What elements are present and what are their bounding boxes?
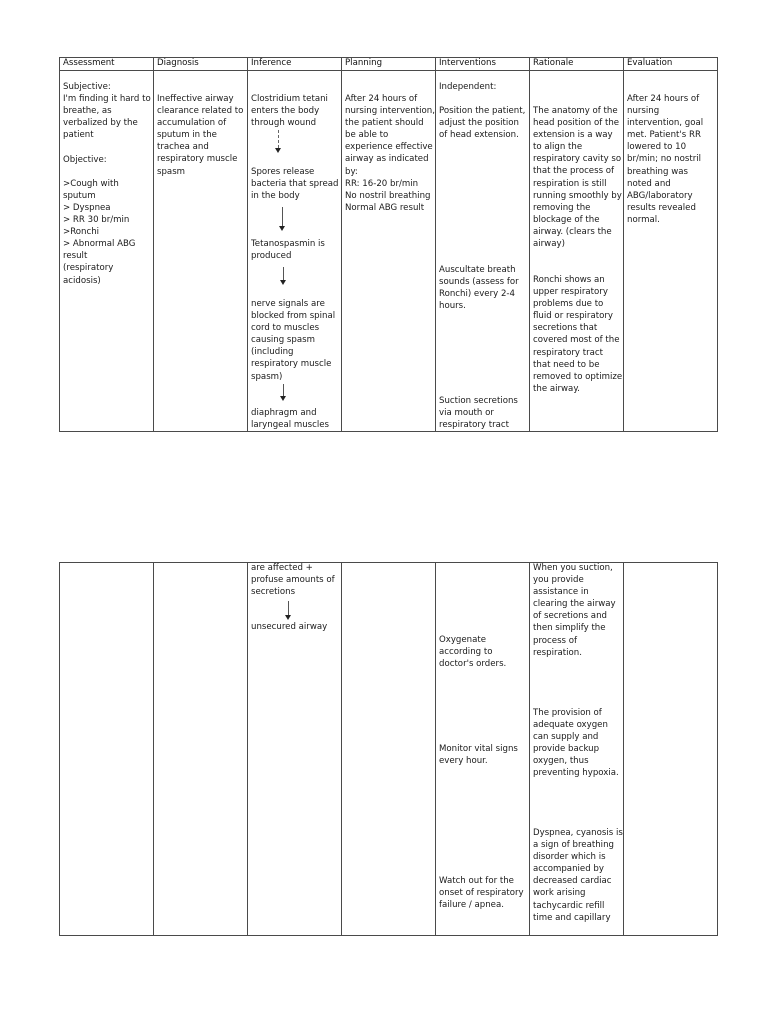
interventions-label: Independent: [439,82,497,92]
intervention-item: Watch out for the onset of respiratory failure / apnea. [439,876,524,911]
table2-col-border [153,562,154,936]
header-assessment: Assessment [63,58,115,68]
flow-arrow-icon [274,130,284,154]
table1-col-border [153,57,154,432]
table1-col-border [623,57,624,432]
intervention-item: Auscultate breath sounds (assess for Ronchi) every 2-4 hours. [439,265,519,312]
rationale-item: When you suction, you provide assistance in clearing the airway of secretions and then simplify the process of respiration. [533,563,616,658]
flow-arrow-icon [279,384,289,402]
planning-cell: After 24 hours of nursing intervention, the patient should be able to experience effective airway as indicated by: RR: 16-20 br/min No nostril breathing Normal ABG result [345,94,435,213]
table1-col-border [341,57,342,432]
table2-col-border [623,562,624,936]
rationale-item: Ronchi shows an upper respiratory problems due to fluid or respiratory secretions that covered most of the respiratory tract that need to be removed to optimize the airway. [533,275,623,394]
header-interventions: Interventions [439,58,496,68]
inference-step: are affected + profuse amounts of secretions [251,563,335,598]
header-diagnosis: Diagnosis [157,58,199,68]
table1-col-border [717,57,718,432]
table2-col-border [717,562,718,936]
table2-col-border [529,562,530,936]
table1-col-border [59,57,60,432]
flow-arrow-icon [284,601,294,621]
table1-bottom-border [59,431,718,432]
table2-col-border [59,562,60,936]
intervention-item: Oxygenate according to doctor's orders. [439,635,507,670]
table2-bottom-border [59,935,718,936]
inference-step: unsecured airway [251,622,328,632]
header-evaluation: Evaluation [627,58,673,68]
table2-col-border [247,562,248,936]
intervention-item: Position the patient, adjust the position of head extension. [439,106,526,141]
diagnosis-cell: Ineffective airway clearance related to accumulation of sputum in the trachea and respiratory muscle spasm [157,94,244,177]
flow-arrow-icon [278,207,288,232]
inference-step: diaphragm and laryngeal muscles [251,408,330,431]
header-inference: Inference [251,58,292,68]
intervention-item: Suction secretions via mouth or respiratory tract [439,396,518,431]
inference-step: Spores release bacteria that spread in the body [251,167,339,202]
table1-col-border [529,57,530,432]
assessment-cell: Subjective: I'm finding it hard to breathe, as verbalized by the patient Objective: >Cough with sputum > Dyspnea > RR 30 br/min >Ronchi > Abnormal ABG result (respiratory acidosis) [63,82,151,286]
inference-step: nerve signals are blocked from spinal cord to muscles causing spasm (including respiratory muscle spasm) [251,299,336,382]
inference-step: Tetanospasmin is produced [251,239,325,262]
table2-col-border [341,562,342,936]
table1-col-border [247,57,248,432]
rationale-item: The anatomy of the head position of the extension is a way to align the respiratory cavity so that the process of respiration is still running smoothly by removing the blockage of the airway. (clears the airway) [533,106,622,250]
rationale-item: Dyspnea, cyanosis is a sign of breathing disorder which is accompanied by decreased cardiac work arising tachycardic refill time and capillary [533,828,623,923]
header-rationale: Rationale [533,58,574,68]
inference-step: Clostridium tetani enters the body through wound [251,94,328,129]
intervention-item: Monitor vital signs every hour. [439,744,518,767]
rationale-item: The provision of adequate oxygen can supply and provide backup oxygen, thus preventing hypoxia. [533,708,619,779]
table1-header-divider [59,70,718,71]
table2-col-border [435,562,436,936]
flow-arrow-icon [279,267,289,286]
header-planning: Planning [345,58,383,68]
evaluation-cell: After 24 hours of nursing intervention, goal met. Patient's RR lowered to 10 br/min; no nostril breathing was noted and ABG/laboratory results revealed normal. [627,94,704,225]
